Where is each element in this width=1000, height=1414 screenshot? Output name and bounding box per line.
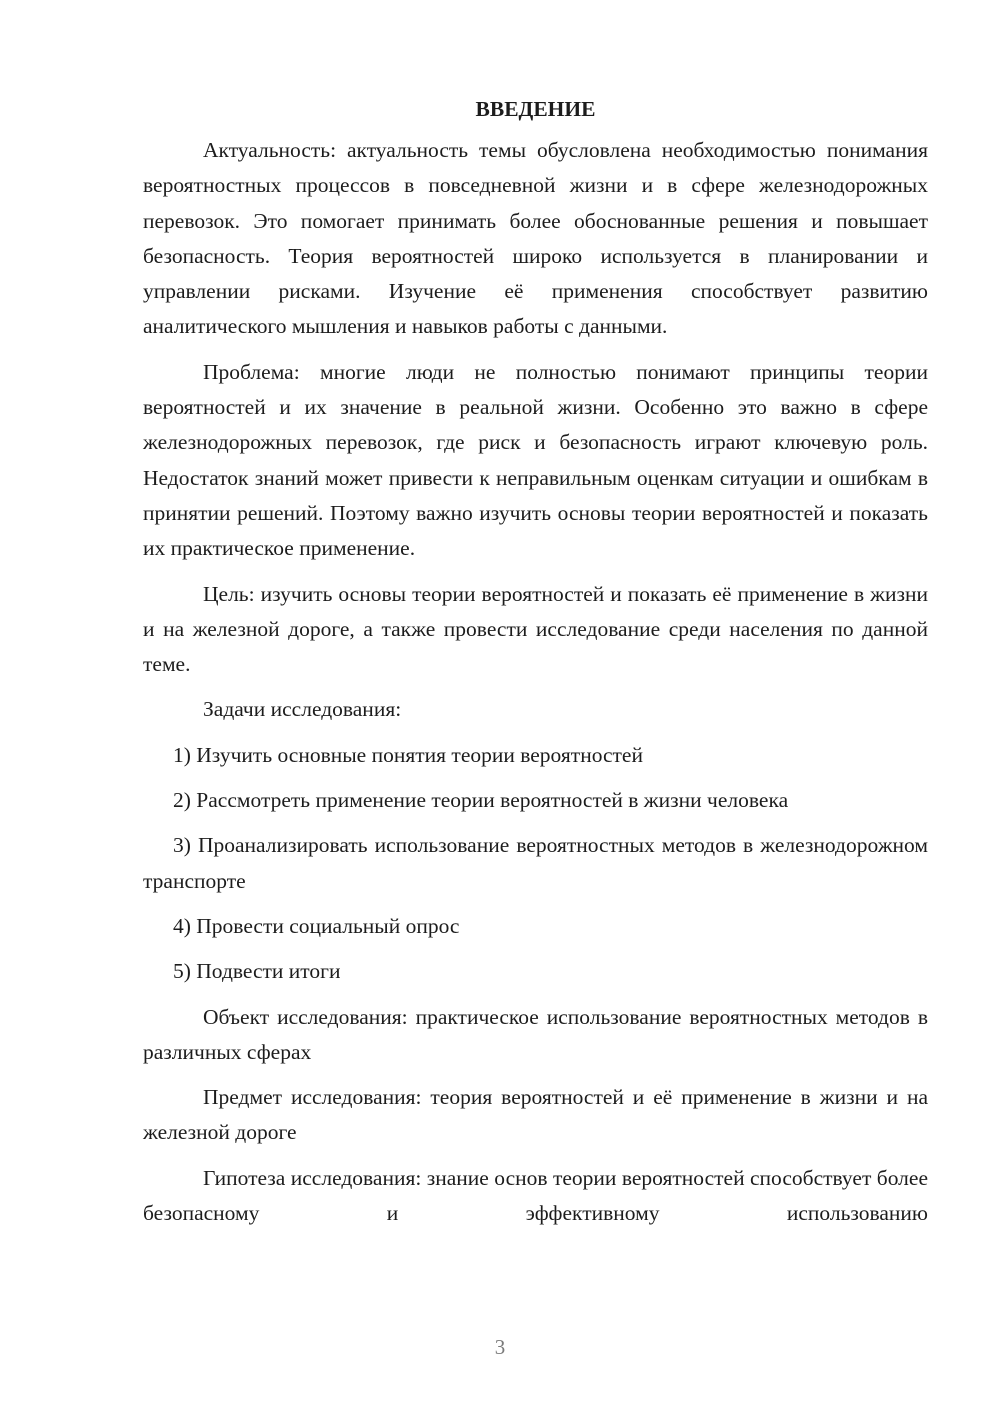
problem-paragraph: Проблема: многие люди не полностью понимают принципы теории вероятностей и их значение в реальной жизни. Особенно это важно в сфере железнодорожных перевозок, где риск и безопасность играют ключевую роль. Недостаток знаний может привести к неправильным оценкам ситуации и ошибкам в принятии решений. Поэтому важно изучить основы теории вероятностей и показать их практическое применение.	[143, 359, 928, 561]
tasks-title: Задачи исследования:	[203, 697, 402, 722]
task-item-1: 1) Изучить основные понятия теории вероятностей	[173, 742, 643, 767]
task-item-2: 2) Рассмотреть применение теории вероятностей в жизни человека	[173, 788, 789, 813]
object-paragraph: Объект исследования: практическое использование вероятностных методов в различных сферах	[143, 1004, 928, 1064]
document-page	[143, 92, 928, 1231]
subject-paragraph: Предмет исследования: теория вероятностей и её применение в жизни и на железной дороге	[143, 1085, 928, 1145]
task-item-4: 4) Провести социальный опрос	[173, 913, 460, 938]
section-heading: ВВЕДЕНИЕ	[475, 97, 596, 121]
page-number: 3	[494, 1335, 506, 1359]
goal-paragraph: Цель: изучить основы теории вероятностей и показать её применение в жизни и на железной дороге, а также провести исследование среди населения по данной теме.	[143, 581, 928, 677]
task-item-3: 3) Проанализировать использование вероятностных методов в железнодорожном транспорте	[143, 833, 928, 893]
task-item-5: 5) Подвести итоги	[173, 959, 341, 984]
hypothesis-paragraph: Гипотеза исследования: знание основ теории вероятностей способствует более безопасному и эффективному использованию	[143, 1165, 928, 1226]
relevance-paragraph: Актуальность: актуальность темы обусловлена необходимостью понимания вероятностных процессов в повседневной жизни и в сфере железнодорожных перевозок. Это помогает принимать более обоснованные решения и повышает безопасность. Теория вероятностей широко используется в планировании и управлении рисками. Изучение её применения способствует развитию аналитического мышления и навыков работы с данными.	[143, 138, 928, 339]
